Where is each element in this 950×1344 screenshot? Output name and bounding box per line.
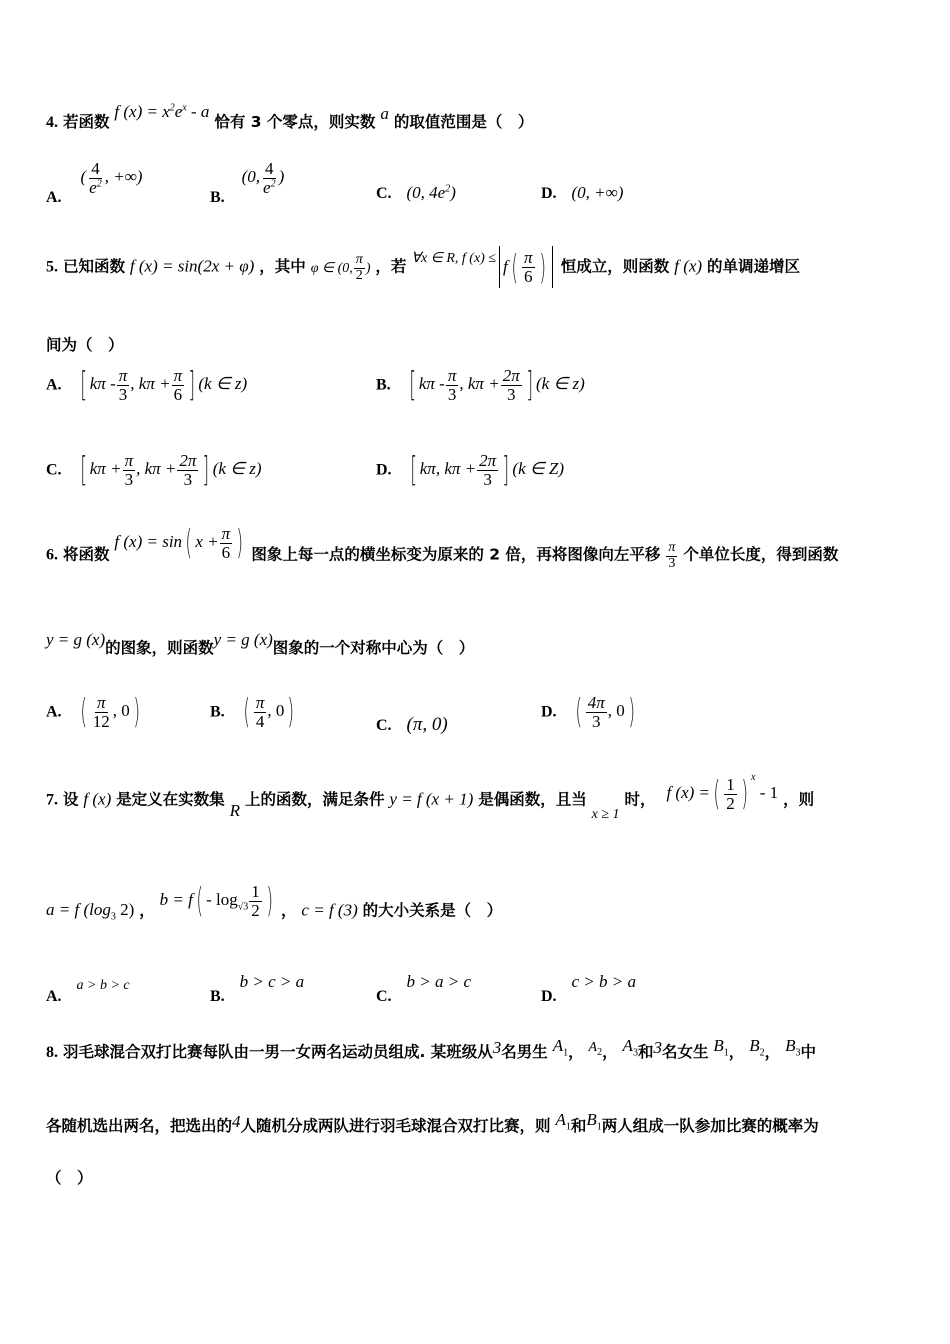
q4-text-mid: 恰有 3 个零点，则实数 [214,113,376,131]
q7-option-b[interactable]: B. b > c > a [210,972,305,1005]
q6-option-b[interactable]: B. ( $\frac{\pi}{4}$ , 0) [210,692,295,733]
q6-option-c[interactable]: C. (π, 0) [376,714,448,735]
q4-formula: f $(x) = x^2e^x - a$ [114,102,210,121]
q5-option-c[interactable]: C. [ kπ + $\frac{\pi}{3}$ , kπ + $\frac{2\pi}{3}$ ] (k ∈ z) [46,450,262,491]
q7-stem-line1: 7. 设 f (x) 是定义在实数集 R 上的函数，满足条件 y = f (x + 1) 是偶函数，且当 x ≥ 1 时， f (x) =( $\frac{1}{2}$ ) $^x$ - 1 ，则 [46,771,815,823]
q4-text-pre: 若函数 [62,113,110,131]
q8-stem-line2: 各随机选出两名，把选出的4人随机分成两队进行羽毛球混合双打比赛，则 $A_1$和$B_1$两人组成一队参加比赛的概率为 [46,1110,819,1135]
q4-option-d[interactable]: D. (0, +∞) [541,183,624,202]
q4-text-post: 的取值范围是（ ） [393,113,534,131]
q4-stem [46,102,534,132]
q8-stem-line3: （ ） [46,1169,93,1187]
q6-stem-line1: 6. 将函数 f (x) = sin( x + $\frac{\pi}{6}$ ) 图象上每一点的横坐标变为原来的 2 倍，再将图像向左平移 $\frac{\pi}{3}$ 个单位长度，得到函数 [46,523,839,571]
q4-var-a: a [380,104,389,123]
q7-stem-line2: a = f ($\log_3$ 2) ， $b = f( - \log_{√3}$ $\frac{1}{2}$ ) ， c = f (3) 的大小关系是（ ） [46,881,503,923]
q4-option-c[interactable]: C. (0, $4e^2$) [376,183,456,202]
q4-option-b[interactable]: B. (0, $\frac{4}{e^2}$ ) [210,159,285,207]
q6-option-d[interactable]: D. ( $\frac{4\pi}{3}$ , 0) [541,692,635,733]
q8-stem-line1: 8. 羽毛球混合双打比赛每队由一男一女两名运动员组成. 某班级从3名男生 $A_1$， $A_2$， $A_3$和3名女生 $B_1$， $B_2$， $B_3$中 [46,1036,816,1061]
q5-option-a[interactable]: A. [ kπ - $\frac{\pi}{3}$ , kπ + $\frac{\pi}{6}$ ] (k ∈ z) [46,365,248,406]
q6-option-a[interactable]: A. ( $\frac{\pi}{12}$ , 0) [46,692,140,733]
q5-option-d[interactable]: D. [ kπ, kπ + $\frac{2\pi}{3}$ ] (k ∈ Z) [376,450,565,491]
q7-option-d[interactable]: D. c > b > a [541,972,636,1005]
q5-stem-line1: 5. 已知函数 f (x) = sin(2x + φ) ，其中 φ ∈ (0, $\frac{\pi}{2}$ ) ，若 ∀x ∈ R, f (x) ≤ f( $\frac{\pi}{6}$ ) 恒成立，则函数 f (x) 的单调递增区 [46,247,801,288]
q5-stem-line2: 间为（ ） [46,336,124,354]
q4-option-a[interactable]: A. ( $\frac{4}{e^2}$ , +∞) [46,159,143,207]
q4-number: 4. [46,114,58,131]
q7-option-a[interactable]: A. a > b > c [46,978,130,1005]
q7-option-c[interactable]: C. b > a > c [376,972,471,1005]
q5-option-b[interactable]: B. [ kπ - $\frac{\pi}{3}$ , kπ + $\frac{2\pi}{3}$ ] (k ∈ z) [376,365,585,406]
q6-stem-line2: y = g (x)的图象，则函数y = g (x)图象的一个对称中心为（ ） [46,630,475,657]
